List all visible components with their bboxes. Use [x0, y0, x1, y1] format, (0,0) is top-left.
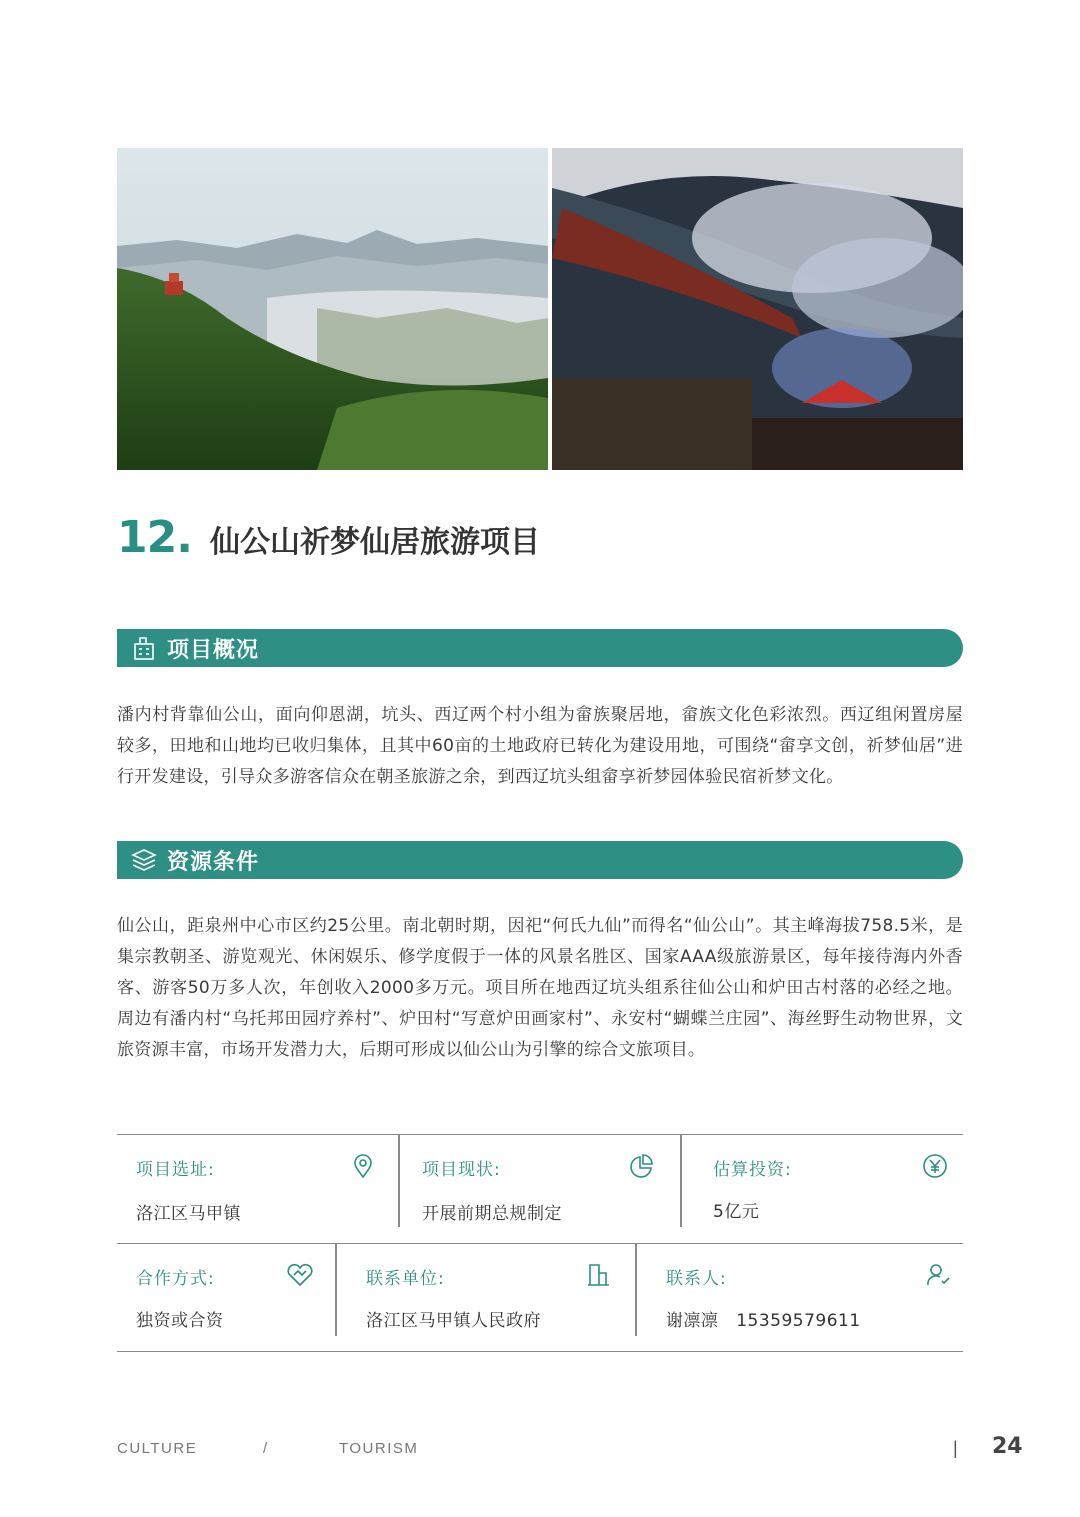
overview-header-bar	[117, 629, 963, 667]
handshake-heart-icon	[285, 1262, 315, 1288]
location-label: 项目选址:	[136, 1160, 215, 1180]
layers-icon	[131, 847, 157, 873]
footer-bar: |	[953, 1438, 960, 1458]
investment-cell	[682, 1135, 963, 1243]
investment-label: 估算投资:	[713, 1160, 792, 1180]
footer-culture: CULTURE	[117, 1440, 198, 1457]
location-pin-icon	[350, 1153, 376, 1179]
unit-label: 联系单位:	[366, 1269, 445, 1289]
info-row-1	[117, 1135, 963, 1243]
person-icon	[925, 1262, 951, 1288]
cooperation-label: 合作方式:	[136, 1269, 215, 1289]
contact-value: 谢凛凛 15359579611	[666, 1311, 861, 1331]
resources-paragraph: 仙公山，距泉州中心市区约25公里。南北朝时期，因祀“何氏九仙”而得名“仙公山”。其主峰海拔758.5米，是集宗教朝圣、游览观光、休闲娱乐、修学度假于一体的风景名胜区、国家AAA级旅游景区，每年接待海内外香客、游客50万多人次，年创收入2000多万元。项目所在地西辽坑头组系往仙公山和炉田古村落的必经之地。 周边有潘内村“乌托邦田园疗养村”、炉田村“写意炉田画家村”、永安村“蝴蝶兰庄园”、海丝野生动物世界，文旅资源丰富，市场开发潜力大，后期可形成以仙公山为引擎的综合文旅项目。	[117, 916, 963, 1060]
contact-label: 联系人:	[666, 1269, 727, 1289]
office-building-icon	[585, 1262, 611, 1288]
status-value: 开展前期总规制定	[422, 1204, 562, 1224]
location-value: 洛江区马甲镇	[136, 1204, 241, 1224]
project-info-table	[117, 1134, 963, 1352]
resources-header-bar	[117, 841, 963, 879]
contact-cell	[637, 1244, 963, 1352]
status-cell	[400, 1135, 680, 1243]
building-icon	[131, 635, 157, 661]
investment-value: 5亿元	[713, 1202, 760, 1222]
section-title-text: 仙公山祈梦仙居旅游项目	[209, 525, 540, 560]
location-cell	[117, 1135, 398, 1243]
mountain-landscape-photo	[117, 148, 548, 470]
page-number: 24	[992, 1434, 1023, 1459]
resources-heading: 资源条件	[167, 849, 260, 875]
section-title	[117, 512, 540, 563]
cooperation-cell	[117, 1244, 335, 1352]
status-label: 项目现状:	[422, 1160, 501, 1180]
footer-separator: /	[263, 1440, 269, 1457]
pie-chart-icon	[628, 1153, 654, 1179]
overview-paragraph: 潘内村背靠仙公山，面向仰恩湖，坑头、西辽两个村小组为畲族聚居地，畲族文化色彩浓烈。西辽组闲置房屋较多，田地和山地均已收归集体，且其中60亩的土地政府已转化为建设用地，可围绕“畲享文创，祈梦仙居”进行开发建设，引导众多游客信众在朝圣旅游之余，到西辽坑头组畲享祈梦园体验民宿祈梦文化。	[117, 705, 963, 787]
info-row-2	[117, 1243, 963, 1352]
cooperation-value: 独资或合资	[136, 1311, 224, 1331]
unit-cell	[337, 1244, 635, 1352]
unit-value: 洛江区马甲镇人民政府	[366, 1311, 541, 1331]
footer-tourism: TOURISM	[339, 1440, 419, 1457]
temple-incense-photo	[552, 148, 963, 470]
section-number: 12.	[117, 512, 192, 563]
yen-icon	[922, 1153, 948, 1179]
photo-strip	[117, 148, 963, 470]
overview-heading: 项目概况	[167, 637, 260, 663]
